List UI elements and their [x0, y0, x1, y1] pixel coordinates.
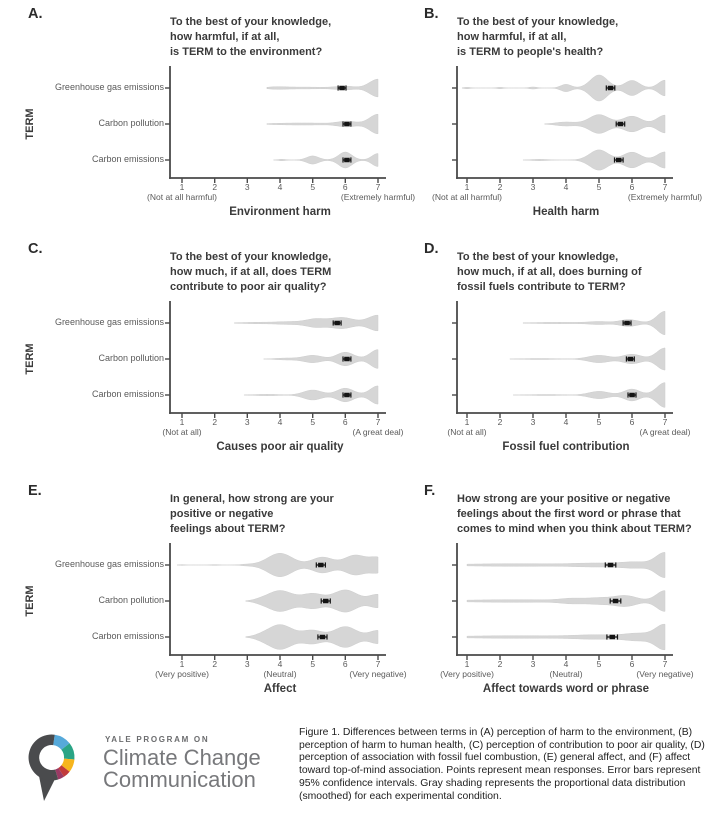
- question-line: is TERM to people's health?: [457, 46, 604, 58]
- x-tick-label: 2: [497, 659, 503, 669]
- x-tick-label: 6: [342, 182, 348, 192]
- x-anchor-label: (Very negative): [349, 669, 407, 679]
- question-line: how much, if at all, does burning of: [457, 266, 642, 278]
- category-label-carbon-pollution: Carbon pollution: [98, 353, 164, 363]
- mean-point: [323, 599, 329, 604]
- mean-point: [344, 357, 350, 362]
- y-axis-title: TERM: [24, 108, 36, 140]
- question-line: How strong are your positive or negative: [457, 493, 671, 505]
- mean-point: [628, 357, 634, 362]
- x-tick-label: 4: [563, 659, 569, 669]
- x-tick-label: 3: [244, 659, 250, 669]
- question-line: To the best of your knowledge,: [457, 16, 619, 28]
- mean-point: [318, 563, 324, 568]
- panel-question: [170, 250, 331, 295]
- x-tick-label: 5: [310, 417, 316, 427]
- category-label-greenhouse-gas-emissions: Greenhouse gas emissions: [54, 317, 164, 327]
- question-line: contribute to poor air quality?: [170, 281, 327, 293]
- x-tick-label: 4: [563, 417, 569, 427]
- violin-carbon-emissions: [467, 624, 665, 650]
- category-label-greenhouse-gas-emissions: Greenhouse gas emissions: [54, 82, 164, 92]
- violin-greenhouse-gas-emissions: [467, 552, 665, 577]
- category-label-carbon-pollution: Carbon pollution: [98, 118, 164, 128]
- mean-point: [613, 599, 619, 604]
- x-anchor-label: (A great deal): [639, 427, 691, 437]
- x-tick-label: 2: [212, 417, 218, 427]
- mean-point: [320, 635, 326, 640]
- question-line: feelings about the first word or phrase that: [457, 508, 681, 520]
- x-tick-label: 4: [277, 182, 283, 192]
- mean-point: [339, 86, 345, 91]
- x-tick-label: 1: [179, 659, 185, 669]
- mean-point: [629, 393, 635, 398]
- mean-point: [616, 158, 622, 163]
- category-label-greenhouse-gas-emissions: Greenhouse gas emissions: [54, 559, 164, 569]
- mean-point: [608, 563, 614, 568]
- x-anchor-label: (Not at all harmful): [432, 192, 502, 202]
- question-line: how harmful, if at all,: [170, 31, 280, 43]
- x-tick-label: 6: [629, 417, 635, 427]
- x-tick-label: 2: [497, 182, 503, 192]
- x-tick-label: 7: [662, 417, 668, 427]
- panel-d: [360, 237, 720, 469]
- panel-label-a: A.: [28, 6, 43, 22]
- violin-carbon-emissions: [246, 625, 378, 650]
- panel-label-e: E.: [28, 483, 42, 499]
- mean-point: [618, 122, 624, 127]
- violin-greenhouse-gas-emissions: [462, 75, 665, 101]
- footer: [0, 722, 720, 813]
- question-line: In general, how strong are your: [170, 493, 334, 505]
- x-tick-label: 5: [596, 182, 602, 192]
- violin-carbon-pollution: [545, 115, 665, 134]
- question-line: positive or negative: [170, 508, 274, 520]
- question-line: To the best of your knowledge,: [457, 251, 619, 263]
- x-anchor-label: (Very positive): [155, 669, 209, 679]
- x-tick-label: 7: [375, 182, 381, 192]
- violin-carbon-pollution: [246, 590, 378, 612]
- panel-question: [170, 492, 334, 537]
- panel-a: [0, 2, 416, 234]
- x-tick-label: 1: [464, 417, 470, 427]
- panel-c: [0, 237, 404, 469]
- panel-question: [457, 492, 692, 537]
- x-tick-label: 2: [497, 417, 503, 427]
- question-line: To the best of your knowledge,: [170, 251, 332, 263]
- x-tick-label: 4: [563, 182, 569, 192]
- category-label-carbon-emissions: Carbon emissions: [91, 154, 164, 164]
- violin-greenhouse-gas-emissions: [177, 553, 378, 576]
- panel-question: [457, 15, 618, 60]
- panel-label-d: D.: [424, 241, 439, 257]
- y-axis-title: TERM: [24, 585, 36, 617]
- x-tick-label: 7: [375, 417, 381, 427]
- question-line: how harmful, if at all,: [457, 31, 567, 43]
- x-tick-label: 7: [662, 659, 668, 669]
- x-anchor-label: (Extremely harmful): [627, 192, 703, 202]
- panel-question: [170, 15, 331, 60]
- x-axis-title: Causes poor air quality: [216, 441, 344, 453]
- mean-point: [610, 635, 616, 640]
- x-tick-label: 5: [310, 659, 316, 669]
- mean-point: [344, 122, 350, 127]
- panel-label-f: F.: [424, 483, 436, 499]
- mean-point: [344, 393, 350, 398]
- x-anchor-label: (Not at all): [162, 427, 202, 437]
- x-tick-label: 7: [662, 182, 668, 192]
- x-tick-label: 4: [277, 417, 283, 427]
- x-tick-label: 5: [596, 659, 602, 669]
- x-tick-label: 5: [596, 417, 602, 427]
- x-anchor-label: (Not at all harmful): [147, 192, 217, 202]
- x-tick-label: 6: [629, 659, 635, 669]
- x-axis-title: Health harm: [532, 206, 600, 218]
- question-line: is TERM to the environment?: [170, 46, 323, 58]
- panel-f: [360, 479, 720, 711]
- x-tick-label: 3: [244, 182, 250, 192]
- logo-tagline: YALE PROGRAM ON: [105, 735, 210, 744]
- violin-greenhouse-gas-emissions: [234, 315, 378, 331]
- logo-title-line2: Communication: [103, 767, 256, 792]
- figure-caption: Figure 1. Differences between terms in (A) perception of harm to the environment, (B) perception of harm to human health, (C) perception of contribution to poor air quality, (D) perception of association with fossil fuel combustion, (E) general affect, and (F) affect toward top-of-mind association. Points represent mean responses. Error bars represent 95% confidence intervals. Gray shading represents the proportional data distribution (smoothed) for each experimental condition.: [299, 727, 705, 802]
- x-tick-label: 2: [212, 182, 218, 192]
- x-tick-label: 1: [464, 659, 470, 669]
- violin-carbon-emissions: [244, 386, 378, 404]
- x-anchor-label: (Very negative): [636, 669, 694, 679]
- category-label-carbon-emissions: Carbon emissions: [91, 631, 164, 641]
- panel-label-b: B.: [424, 6, 439, 22]
- mean-point: [624, 321, 630, 326]
- x-tick-label: 1: [179, 417, 185, 427]
- x-tick-label: 2: [212, 659, 218, 669]
- x-tick-label: 6: [629, 182, 635, 192]
- x-tick-label: 3: [530, 417, 536, 427]
- question-line: how much, if at all, does TERM: [170, 266, 332, 278]
- x-tick-label: 6: [342, 417, 348, 427]
- x-axis-title: Affect: [263, 683, 297, 695]
- x-axis-title: Environment harm: [229, 206, 331, 218]
- violin-carbon-emissions: [523, 150, 665, 170]
- violin-carbon-pollution: [510, 348, 665, 370]
- x-tick-label: 4: [277, 659, 283, 669]
- x-tick-label: 3: [530, 182, 536, 192]
- question-line: To the best of your knowledge,: [170, 16, 332, 28]
- mean-point: [608, 86, 614, 91]
- x-axis-title: Fossil fuel contribution: [502, 441, 630, 453]
- violin-carbon-pollution: [467, 591, 665, 612]
- x-anchor-label: (A great deal): [352, 427, 404, 437]
- x-anchor-label: (Neutral): [549, 669, 583, 679]
- violin-greenhouse-gas-emissions: [523, 311, 665, 334]
- category-label-carbon-pollution: Carbon pollution: [98, 595, 164, 605]
- panel-question: [457, 250, 642, 295]
- panel-e: [0, 479, 407, 711]
- violin-carbon-emissions: [513, 383, 665, 408]
- x-tick-label: 3: [530, 659, 536, 669]
- x-tick-label: 3: [244, 417, 250, 427]
- mean-point: [344, 158, 350, 163]
- x-tick-label: 6: [342, 659, 348, 669]
- y-axis-title: TERM: [24, 343, 36, 375]
- x-tick-label: 1: [179, 182, 185, 192]
- x-tick-label: 1: [464, 182, 470, 192]
- mean-point: [334, 321, 340, 326]
- panel-label-c: C.: [28, 241, 43, 257]
- yale-climate-communication-logo-icon: [28, 729, 80, 805]
- x-anchor-label: (Extremely harmful): [340, 192, 416, 202]
- question-line: feelings about TERM?: [170, 523, 286, 535]
- question-line: comes to mind when you think about TERM?: [457, 523, 692, 535]
- panel-b: [360, 2, 720, 234]
- x-anchor-label: (Not at all): [447, 427, 487, 437]
- logo-title-line1: Climate Change: [103, 745, 261, 770]
- category-label-carbon-emissions: Carbon emissions: [91, 389, 164, 399]
- x-anchor-label: (Neutral): [263, 669, 297, 679]
- question-line: fossil fuels contribute to TERM?: [457, 281, 626, 293]
- x-anchor-label: (Very positive): [440, 669, 494, 679]
- x-tick-label: 5: [310, 182, 316, 192]
- x-tick-label: 7: [375, 659, 381, 669]
- x-axis-title: Affect towards word or phrase: [482, 683, 650, 695]
